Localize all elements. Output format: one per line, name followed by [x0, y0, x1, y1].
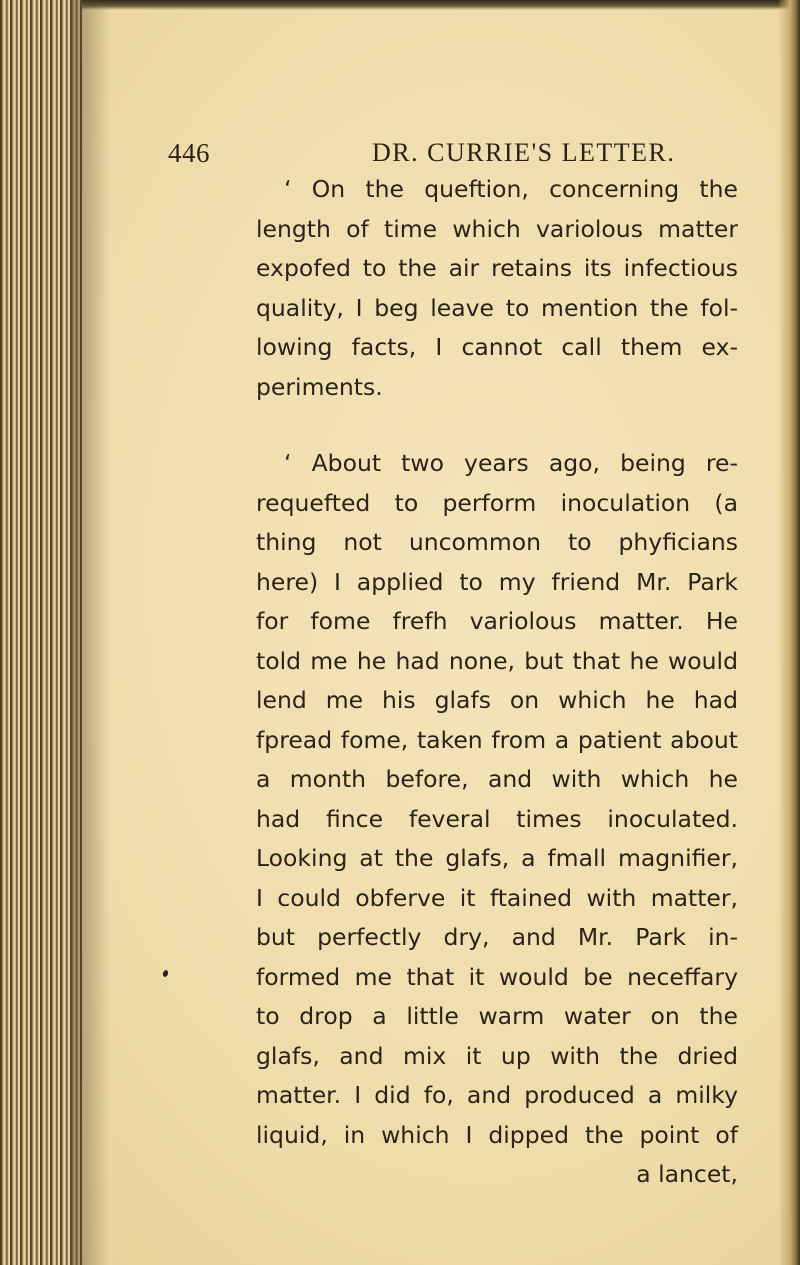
- body-text: [256, 170, 738, 1195]
- text-line: requefted to perform inoculation (a: [256, 488, 738, 517]
- ink-speck: [162, 969, 169, 977]
- text-line: a month before, and with which he: [256, 765, 738, 793]
- paragraph-2: [256, 444, 738, 1155]
- text-line: quality, I beg leave to mention the fol-: [256, 293, 738, 322]
- text-line: I could obferve it ftained with matter,: [256, 883, 738, 912]
- text-line: liquid, in which I dipped the point of: [256, 1120, 738, 1149]
- text-line: thing not uncommon to phyficians: [256, 528, 738, 556]
- text-line: periments.: [256, 372, 383, 401]
- paragraph-gap: [256, 407, 738, 444]
- text-line: told me he had none, but that he would: [256, 646, 738, 675]
- text-line: matter. I did fo, and produced a milky: [256, 1081, 738, 1109]
- text-line: Looking at the glafs, a fmall magnifier,: [256, 844, 738, 872]
- text-line: length of time which variolous matter: [256, 214, 738, 243]
- text-line: formed me that it would be neceffary: [256, 962, 738, 991]
- text-line: had fince feveral times inoculated.: [256, 804, 738, 833]
- page-number: 446: [168, 138, 210, 168]
- text-line: ‘ About two years ago, being re-: [284, 449, 738, 477]
- text-line: but perfectly dry, and Mr. Park in-: [256, 923, 738, 951]
- catchword: a lancet,: [636, 1160, 738, 1188]
- text-line: ‘ On the queftion, concerning the: [284, 175, 738, 203]
- text-line: lowing facts, I cannot call them ex-: [256, 333, 738, 361]
- text-line: here) I applied to my friend Mr. Park: [256, 567, 738, 596]
- text-line: lend me his glafs on which he had: [256, 686, 738, 714]
- paragraph-1: [256, 170, 738, 407]
- running-head: DR. CURRIE'S LETTER.: [372, 138, 676, 167]
- text-line: fpread fome, taken from a patient about: [256, 725, 738, 754]
- text-line: glafs, and mix it up with the dried: [256, 1041, 738, 1070]
- text-line: for fome frefh variolous matter. He: [256, 607, 738, 635]
- text-line: to drop a little warm water on the: [256, 1002, 738, 1030]
- text-line: expofed to the air retains its infectious: [256, 254, 738, 282]
